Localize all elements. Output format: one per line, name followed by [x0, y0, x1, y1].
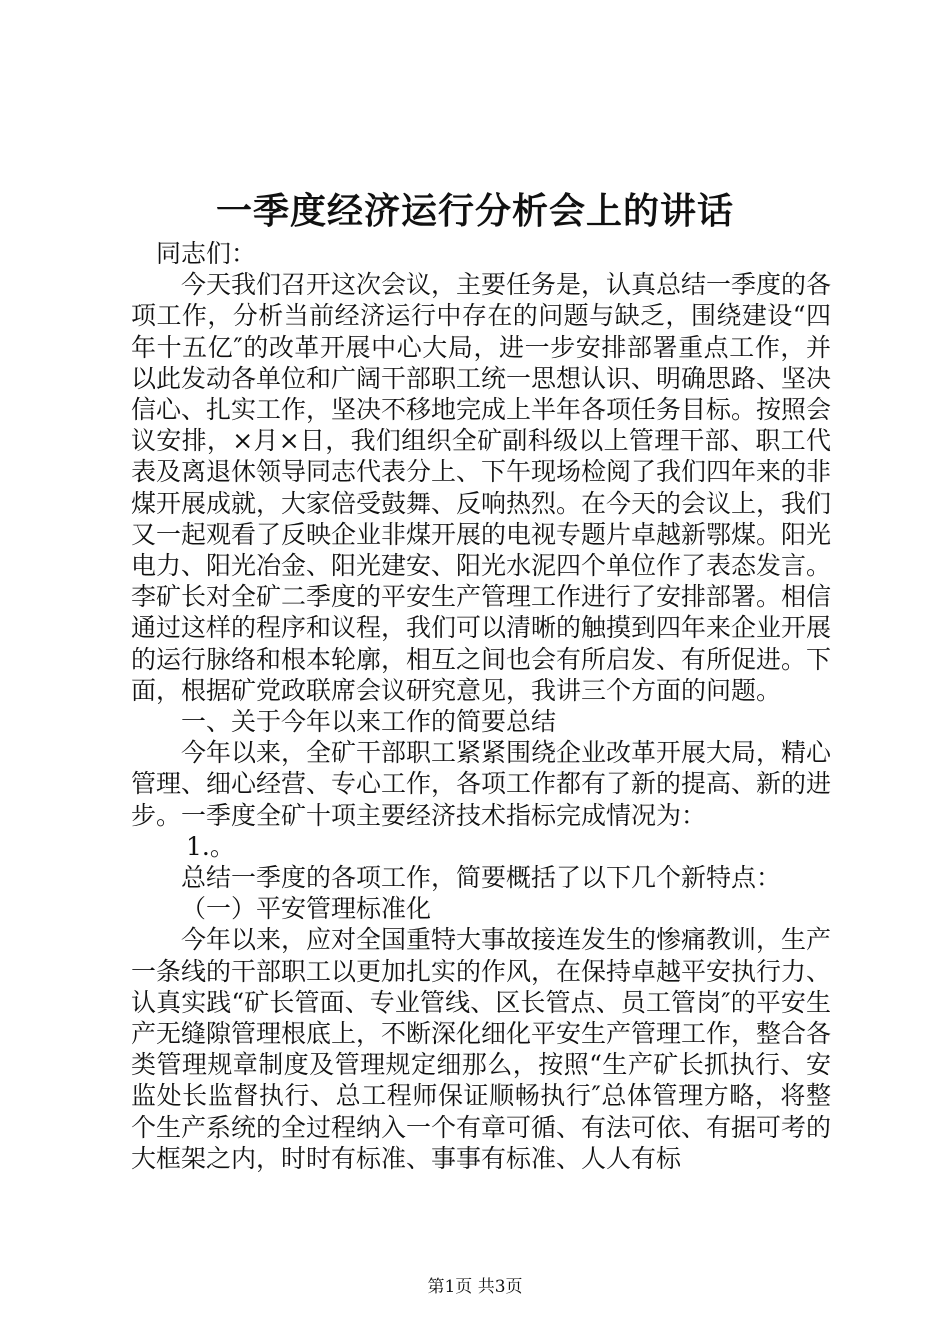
paragraph-summary: 今年以来，全矿干部职工紧紧围绕企业改革开展大局，精心管理、细心经营、专心工作，各项工作都有了新的提高、新的进步。一季度全矿十项主要经济技术指标完成情况为： — [131, 738, 832, 830]
document-body — [131, 238, 831, 1174]
paragraph-features: 总结一季度的各项工作，简要概括了以下几个新特点： — [181, 863, 782, 893]
document-title: 一季度经济运行分析会上的讲话 — [215, 190, 734, 232]
subsection-heading-1: （一）平安管理标准化 — [181, 894, 432, 924]
section-heading-1: 一、关于今年以来工作的简要总结 — [181, 707, 557, 737]
page-footer: 第1页 共3页 — [427, 1277, 523, 1297]
paragraph-intro: 今天我们召开这次会议，主要任务是，认真总结一季度的各项工作，分析当前经济运行中存在的问题与缺乏，围绕建设“四年十五亿″的改革开展中心大局，进一步安排部署重点工作，并以此发动各单位和广阔干部职工统一思想认识、明确思路、坚决信心、扎实工作，坚决不移地完成上半年各项任务目标。按照会议安排，×月×日，我们组织全矿副科级以上管理干部、职工代表及离退休领导同志代表分上、下午现场检阅了我们四年来的非煤开展成就，大家倍受鼓舞、反响热烈。在今天的会议上，我们又一起观看了反映企业非煤开展的电视专题片卓越新鄂煤。阳光电力、阳光冶金、阳光建安、阳光水泥四个单位作了表态发言。李矿长对全矿二季度的平安生产管理工作进行了安排部署。相信通过这样的程序和议程，我们可以清晰的触摸到四年来企业开展的运行脉络和根本轮廓，相互之间也会有所启发、有所促进。下面，根据矿党政联席会议研究意见，我讲三个方面的问题。 — [131, 270, 832, 705]
list-item-1: 1.。 — [186, 831, 235, 861]
paragraph-safety: 今年以来，应对全国重特大事故接连发生的惨痛教训，生产一条线的干部职工以更加扎实的作风，在保持卓越平安执行力、认真实践“矿长管面、专业管线、区长管点、员工管岗″的平安生产无缝隙管理根底上，不断深化细化平安生产管理工作，整合各类管理规章制度及管理规定细那么，按照“生产矿长抓执行、安监处长监督执行、总工程师保证顺畅执行″总体管理方略，将整个生产系统的全过程纳入一个有章可循、有法可依、有据可考的大框架之内，时时有标准、事事有标准、人人有标 — [131, 925, 832, 1173]
salutation: 同志们： — [156, 239, 257, 268]
